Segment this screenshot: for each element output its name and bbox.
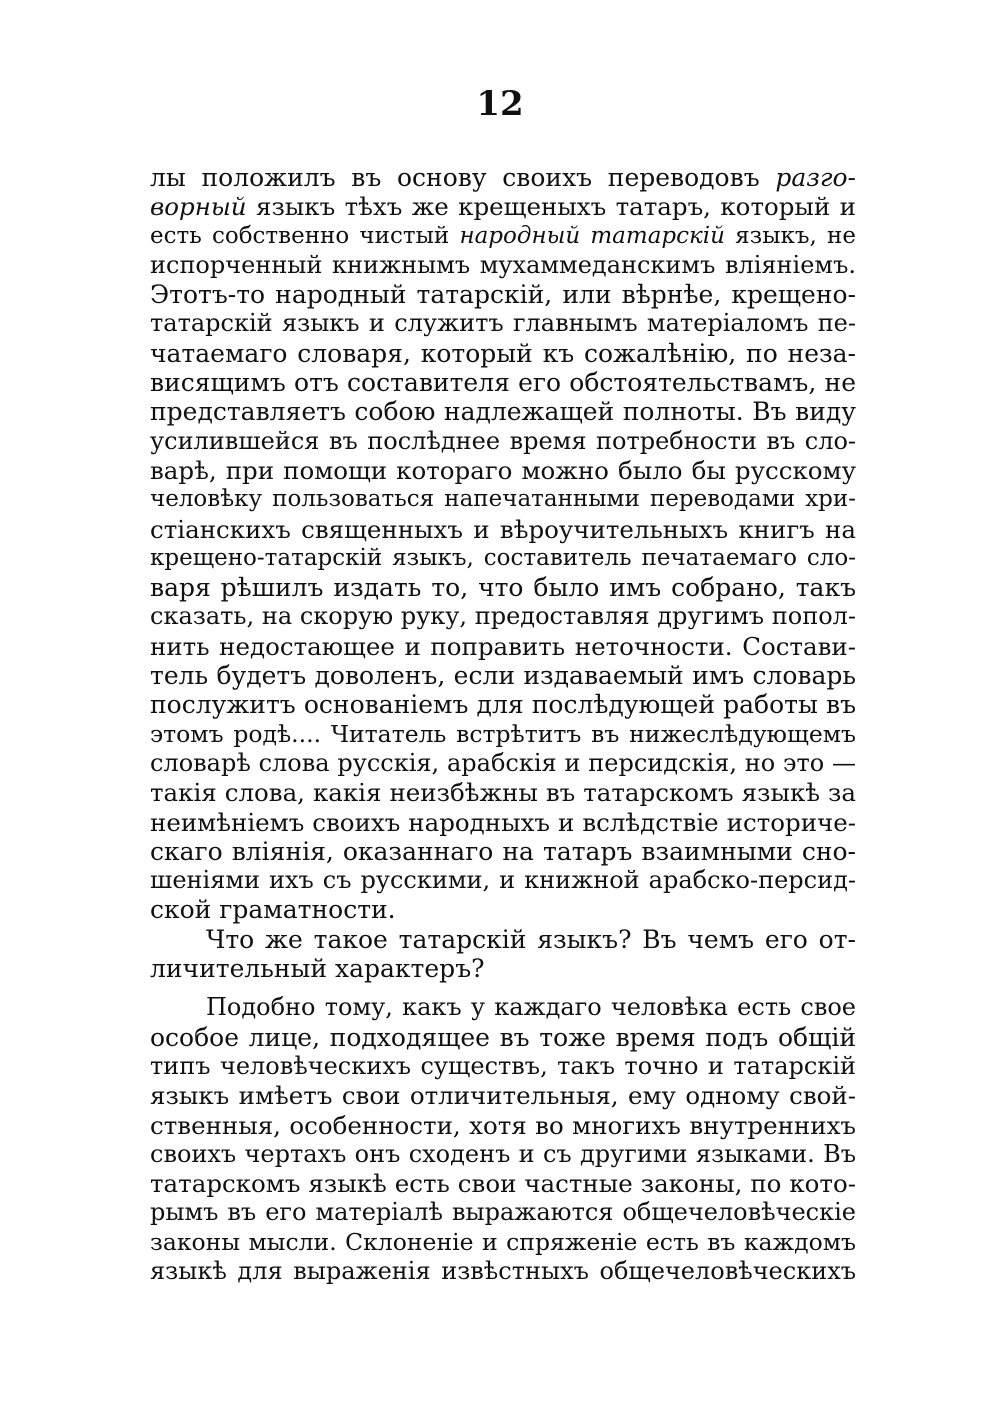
text-line (150, 690, 856, 719)
text-line (150, 251, 856, 280)
text-line (150, 808, 856, 837)
text-run: чатаемаго словаря, который къ сожалѣнію, по неза- (150, 338, 856, 368)
text-run: Подобно тому, какъ у каждаго человѣка есть свое (206, 993, 856, 1022)
text-run: рымъ въ его матеріалѣ выражаются общечеловѣческіе (150, 1198, 856, 1227)
text-run: языкъ имѣетъ свои отличительныя, ему одному свой- (150, 1081, 856, 1111)
text-line (150, 339, 856, 368)
page-number: 12 (476, 84, 524, 124)
text-line (150, 573, 856, 602)
text-line (150, 1081, 856, 1110)
text-run: ственныя, особенности, хотя во многихъ внутреннихъ (150, 1110, 856, 1140)
text-run: тель будетъ доволенъ, если издаваемый имъ словарь (150, 661, 856, 691)
text-line (150, 1257, 856, 1286)
text-run: испорченный книжнымъ мухаммеданскимъ вліяніемъ. (150, 250, 856, 279)
text-line (150, 222, 856, 251)
italic-text-run: народный татарскій (459, 222, 725, 249)
text-run: послужитъ основаніемъ для послѣдующей работы въ (150, 690, 856, 720)
text-run: законы мысли. Склоненіе и спряженіе есть въ каждомъ (150, 1227, 856, 1256)
text-line (150, 602, 856, 631)
text-run: Что же такое татарскій языкъ? Въ чемъ его от- (206, 924, 856, 954)
text-run: висящимъ отъ составителя его обстоятельствамъ, не (150, 368, 856, 398)
text-run: личительный характеръ? (150, 954, 485, 984)
text-line (150, 485, 856, 514)
text-run: этомъ родѣ.... Читатель встрѣтитъ въ нижеслѣдующемъ (150, 719, 856, 748)
text-line (150, 280, 856, 309)
text-line (150, 925, 856, 954)
text-run: языкъ, не (724, 222, 856, 249)
text-line (150, 1111, 856, 1140)
text-line (150, 1023, 856, 1052)
text-run: языкѣ для выраженія извѣстныхъ общечеловѣческихъ (150, 1256, 856, 1285)
text-run: сказать, на скорую руку, предоставляя другимъ попол- (150, 602, 856, 631)
text-run: словарѣ слова русскія, арабскія и персидскія, но это — (150, 748, 856, 777)
text-line (150, 749, 856, 778)
text-run: татарскій языкъ и служитъ главнымъ матеріаломъ пе- (150, 309, 856, 338)
text-line (150, 1228, 856, 1257)
text-run: крещено-татарскій языкъ, составитель печатаемаго сло- (150, 544, 856, 571)
text-run: языкъ тѣхъ же крещеныхъ татаръ, который и (246, 192, 856, 222)
italic-text-run: разго- (775, 163, 856, 192)
text-run: ской граматности. (150, 895, 396, 925)
text-line (150, 632, 856, 661)
text-run: лы положилъ въ основу своихъ переводовъ (150, 163, 776, 192)
text-run: скаго вліянія, оказаннаго на татаръ взаимными сно- (150, 836, 856, 866)
text-line (150, 427, 856, 456)
text-line (150, 397, 856, 426)
text-run: представляетъ собою надлежащей полноты. Въ виду (150, 397, 856, 427)
text-line (150, 837, 856, 866)
text-line (150, 778, 856, 807)
text-line (150, 1140, 856, 1169)
text-run: своихъ чертахъ онъ сходенъ и съ другими языками. Въ (150, 1139, 856, 1168)
text-run: есть собственно чистый (150, 222, 460, 249)
text-line (150, 895, 856, 924)
text-run: типъ человѣческихъ существъ, такъ точно и татарскій (150, 1051, 856, 1080)
text-line (150, 192, 856, 221)
text-run: Этотъ-то народный татарскій, или вѣрнѣе, крещено- (150, 280, 856, 310)
text-run: человѣку пользоваться напечатанными переводами хри- (150, 486, 856, 513)
text-line (150, 163, 856, 192)
text-run: особое лице, подходящее въ тоже время подъ общій (150, 1022, 856, 1052)
text-line (150, 720, 856, 749)
text-run: стіанскихъ священныхъ и вѣроучительныхъ книгъ на (150, 514, 856, 544)
text-run: нить недостающее и поправить неточности. Состави- (150, 631, 856, 661)
text-line (150, 1052, 856, 1081)
text-line (150, 1169, 856, 1198)
text-line (150, 1198, 856, 1227)
body-text (150, 163, 856, 1286)
text-run: татарскомъ языкѣ есть свои частные законы, по кото- (150, 1169, 856, 1199)
text-run: варѣ, при помощи котораго можно было бы русскому (150, 455, 856, 485)
text-run: неимѣніемъ своихъ народныхъ и вслѣдствіе историче- (150, 807, 856, 837)
text-line (150, 954, 856, 983)
text-line (150, 993, 856, 1022)
text-run: такія слова, какія неизбѣжны въ татарскомъ языкѣ за (150, 778, 856, 808)
text-line (150, 309, 856, 338)
text-line (150, 544, 856, 573)
text-run: варя рѣшилъ издать то, что было имъ собрано, такъ (150, 573, 856, 603)
text-line (150, 368, 856, 397)
text-line (150, 515, 856, 544)
text-run: шеніями ихъ съ русскими, и книжной арабско-персид- (150, 866, 856, 895)
text-run: усилившейся въ послѣднее время потребности въ сло- (150, 426, 856, 455)
text-line (150, 661, 856, 690)
text-line (150, 456, 856, 485)
text-line (150, 866, 856, 895)
italic-text-run: ворный (150, 192, 247, 222)
